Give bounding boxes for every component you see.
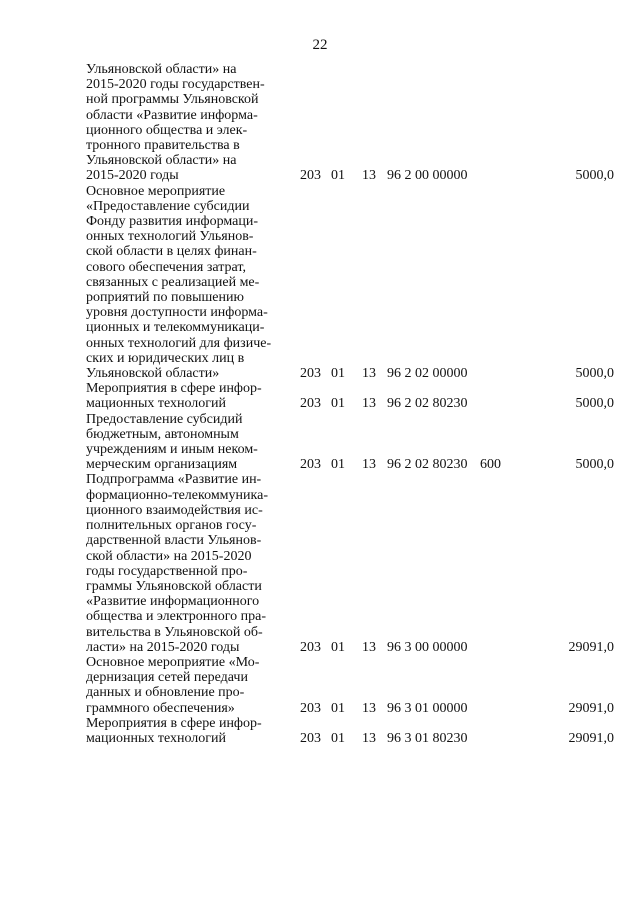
row-name-line: бюджетным, автономным: [86, 426, 239, 442]
ved-code: 203: [300, 366, 321, 382]
row-name-line: дарственной власти Ульянов-: [86, 533, 262, 549]
section-code: 01: [331, 700, 345, 716]
table-row: [86, 381, 626, 411]
row-name-line: годы государственной про-: [86, 563, 248, 579]
row-name-line: роприятий по повышению: [86, 290, 244, 306]
row-name-line: ской области» на 2015-2020: [86, 548, 252, 564]
row-name-line: Основное мероприятие: [86, 183, 226, 199]
row-name-line: ной программы Ульяновской: [86, 92, 259, 108]
row-name-line: ционного взаимодействия ис-: [86, 502, 263, 518]
section-code: 01: [331, 366, 345, 382]
row-name-line: ласти» на 2015-2020 годы: [86, 639, 240, 655]
row-name-line: общества и электронного пра-: [86, 609, 267, 625]
row-name-line: сового обеспечения затрат,: [86, 259, 246, 275]
row-name-line: данных и обновление про-: [86, 685, 245, 701]
row-name-line: Мероприятия в сфере инфор-: [86, 381, 262, 397]
table-row: [86, 472, 626, 654]
row-name-line: граммы Ульяновской области: [86, 578, 262, 594]
row-name: [86, 62, 290, 184]
row-name-line: онных технологий для физиче-: [86, 335, 272, 351]
subsection-code: 13: [362, 396, 376, 412]
ved-code: 203: [300, 639, 321, 655]
amount: 29091,0: [568, 700, 614, 716]
row-name-line: ской области в целях финан-: [86, 244, 257, 260]
row-codes: [86, 701, 626, 716]
row-name-line: Фонду развития информаци-: [86, 214, 259, 230]
target-article-code: 96 3 00 00000: [387, 639, 468, 655]
budget-table: [86, 62, 626, 746]
target-article-code: 96 2 02 80230: [387, 396, 468, 412]
subsection-code: 13: [362, 168, 376, 184]
row-name-line: формационно-телекоммуника-: [86, 487, 268, 503]
row-name-line: области «Развитие информа-: [86, 107, 258, 123]
section-code: 01: [331, 457, 345, 473]
row-name-line: онных технологий Ульянов-: [86, 229, 254, 245]
target-article-code: 96 2 02 80230: [387, 457, 468, 473]
row-name-line: Основное мероприятие «Мо-: [86, 654, 260, 670]
subsection-code: 13: [362, 639, 376, 655]
row-name: [86, 184, 290, 382]
ved-code: 203: [300, 396, 321, 412]
row-name-line: ционного общества и элек-: [86, 122, 248, 138]
row-name-line: Мероприятия в сфере инфор-: [86, 715, 262, 731]
row-name-line: мерческим организациям: [86, 457, 238, 473]
amount: 5000,0: [575, 396, 614, 412]
section-code: 01: [331, 639, 345, 655]
target-article-code: 96 3 01 00000: [387, 700, 468, 716]
row-name-line: Ульяновской области» на: [86, 153, 237, 169]
ved-code: 203: [300, 168, 321, 184]
row-name-line: Предоставление субсидий: [86, 411, 243, 427]
table-row: [86, 716, 626, 746]
table-row: [86, 655, 626, 716]
target-article-code: 96 3 01 80230: [387, 730, 468, 746]
subsection-code: 13: [362, 730, 376, 746]
row-name: [86, 472, 290, 654]
row-name-line: мационных технологий: [86, 730, 227, 746]
row-name-line: дернизация сетей передачи: [86, 670, 248, 686]
section-code: 01: [331, 396, 345, 412]
section-code: 01: [331, 730, 345, 746]
target-article-code: 96 2 02 00000: [387, 366, 468, 382]
row-name-line: граммного обеспечения»: [86, 700, 235, 716]
row-name-line: Ульяновской области»: [86, 366, 220, 382]
table-row: [86, 184, 626, 382]
expense-type-code: 600: [480, 457, 501, 473]
amount: 5000,0: [575, 457, 614, 473]
ved-code: 203: [300, 700, 321, 716]
subsection-code: 13: [362, 366, 376, 382]
row-name-line: тронного правительства в: [86, 138, 240, 154]
table-row: [86, 62, 626, 184]
row-name-line: вительства в Ульяновской об-: [86, 624, 263, 640]
row-name-line: учреждениям и иным неком-: [86, 442, 258, 458]
section-code: 01: [331, 168, 345, 184]
row-name-line: «Предоставление субсидии: [86, 198, 250, 214]
row-name-line: уровня доступности информа-: [86, 305, 268, 321]
target-article-code: 96 2 00 00000: [387, 168, 468, 184]
row-name-line: Ульяновской области» на: [86, 62, 237, 77]
page-number: 22: [312, 37, 328, 53]
row-name-line: мационных технологий: [86, 396, 227, 412]
ved-code: 203: [300, 457, 321, 473]
row-name-line: полнительных органов госу-: [86, 518, 257, 534]
row-codes: [86, 457, 626, 472]
row-name-line: 2015-2020 годы: [86, 168, 179, 184]
table-row: [86, 412, 626, 473]
row-name-line: 2015-2020 годы государствен-: [86, 77, 265, 93]
row-codes: [86, 396, 626, 411]
ved-code: 203: [300, 730, 321, 746]
row-codes: [86, 168, 626, 183]
subsection-code: 13: [362, 700, 376, 716]
amount: 29091,0: [568, 639, 614, 655]
amount: 29091,0: [568, 730, 614, 746]
row-codes: [86, 731, 626, 746]
row-name-line: ционных и телекоммуникаци-: [86, 320, 265, 336]
subsection-code: 13: [362, 457, 376, 473]
amount: 5000,0: [575, 366, 614, 382]
row-name-line: связанных с реализацией ме-: [86, 274, 260, 290]
row-codes: [86, 366, 626, 381]
row-codes: [86, 640, 626, 655]
row-name-line: Подпрограмма «Развитие ин-: [86, 472, 262, 488]
row-name-line: ских и юридических лиц в: [86, 350, 245, 366]
row-name-line: «Развитие информационного: [86, 594, 260, 610]
amount: 5000,0: [575, 168, 614, 184]
